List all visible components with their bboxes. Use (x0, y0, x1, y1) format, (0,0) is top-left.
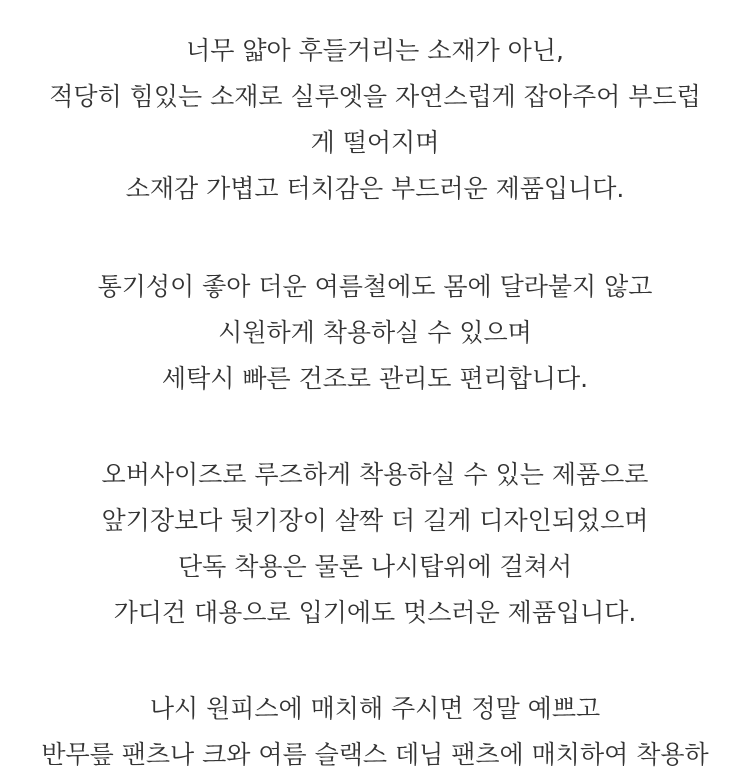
paragraph-breathability (0, 264, 750, 402)
text-line: 나시 원피스에 매치해 주시면 정말 예쁘고 (149, 694, 601, 723)
text-line: 적당히 힘있는 소재로 실루엣을 자연스럽게 잡아주어 부드럽 (49, 82, 701, 111)
paragraph-material (0, 28, 750, 212)
text-line: 통기성이 좋아 더운 여름철에도 몸에 달라붙지 않고 (97, 272, 653, 301)
text-line: 오버사이즈로 루즈하게 착용하실 수 있는 제품으로 (101, 460, 649, 489)
text-line: 시원하게 착용하실 수 있으며 (218, 318, 532, 347)
text-line: 가디건 대용으로 입기에도 멋스러운 제품입니다. (113, 598, 637, 627)
text-line: 단독 착용은 물론 나시탑위에 걸쳐서 (177, 552, 573, 581)
text-line: 세탁시 빠른 건조로 관리도 편리합니다. (161, 364, 589, 393)
paragraph-styling (0, 686, 750, 778)
text-line: 너무 얇아 후들거리는 소재가 아닌, (186, 36, 564, 65)
text-line: 게 떨어지며 (310, 128, 440, 157)
text-line: 반무릎 팬츠나 크와 여름 슬랙스 데님 팬츠에 매치하여 착용하 (41, 740, 709, 769)
text-line: 앞기장보다 뒷기장이 살짝 더 길게 디자인되었으며 (101, 506, 649, 535)
paragraph-fit (0, 452, 750, 636)
text-line: 소재감 가볍고 터치감은 부드러운 제품입니다. (125, 174, 625, 203)
